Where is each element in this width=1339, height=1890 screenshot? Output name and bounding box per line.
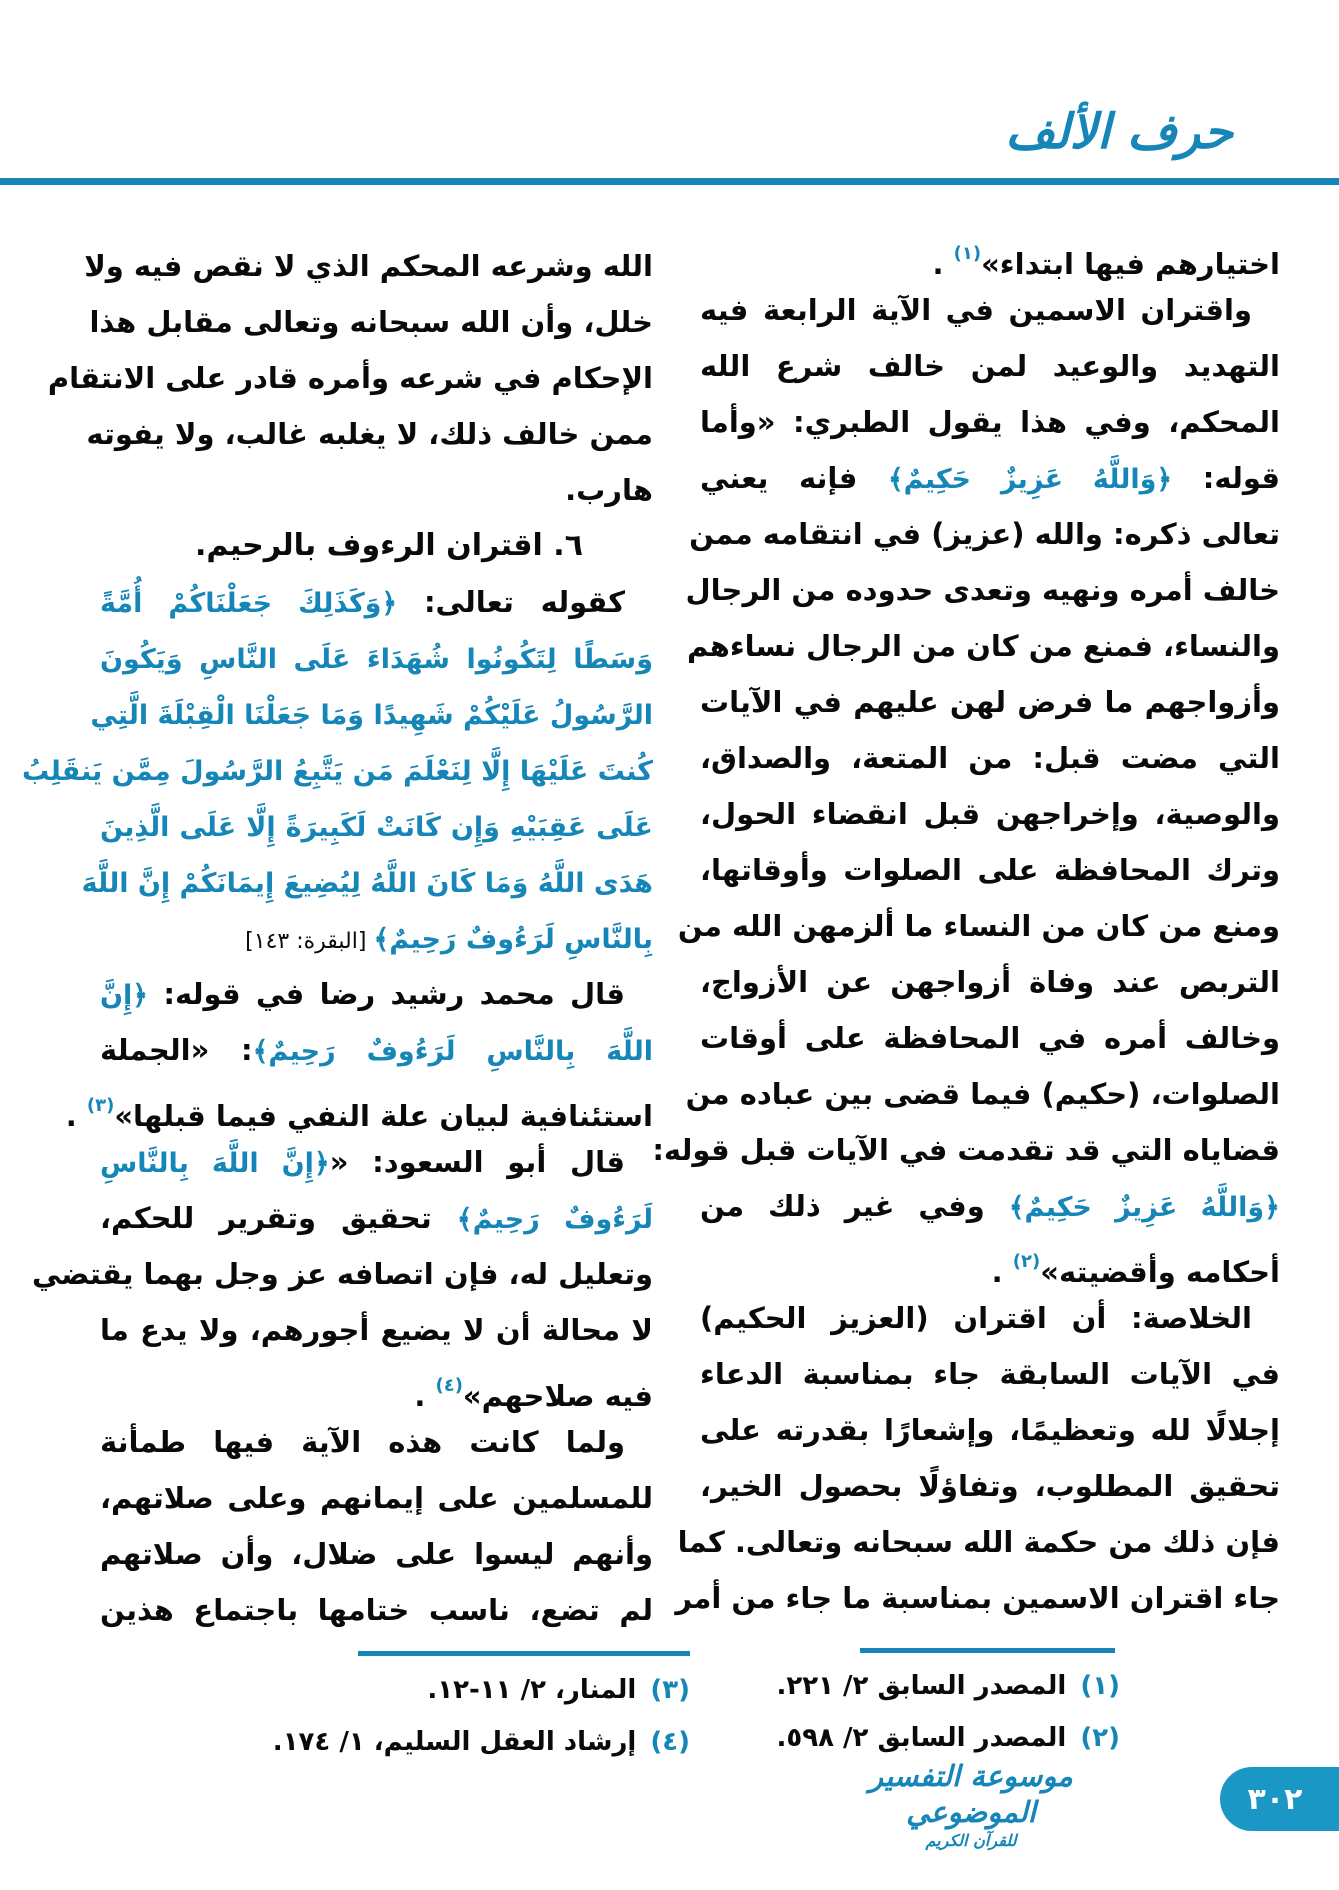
text-line [700,730,1280,786]
body-text: استئنافية لبيان علة النفي فيما قبلها» [114,1099,653,1133]
body-text: لا محالة أن لا يضيع أجورهم، ولا يدع ما [100,1313,653,1347]
text-line [677,898,1280,954]
body-text: والنساء، فمنع من كان من الرجال نساءهم [687,629,1280,663]
body-text: ممن خالف ذلك، لا يغلبه غالب، ولا يفوته [86,417,653,451]
quran-verse: ﴿وَاللَّهُ عَزِيزٌ حَكِيمٌ﴾ [887,464,1173,495]
text-line [700,1178,1280,1234]
text-line [100,1470,653,1526]
text-line [65,1078,653,1134]
text-line [100,910,653,966]
header-rule [0,178,1339,185]
text-line [86,406,653,462]
body-text: اختيارهم فيها ابتداء» [981,247,1280,281]
text-line [700,338,1280,394]
logo-subtitle: للقرآن الكريم [925,1830,1017,1850]
quran-verse: ﴿وَكَذَلِكَ جَعَلْنَاكُمْ أُمَّةً [100,588,398,619]
text-line [700,1234,1280,1290]
chapter-title: حرف الألف [1005,104,1233,160]
quran-verse: وَسَطًا لِتَكُونُوا شُهَدَاءَ عَلَى النَّاسِ وَيَكُونَ [100,644,653,675]
body-text: الصلوات، (حكيم) فيما قضى بين عباده من [685,1077,1280,1111]
body-text: إجلالًا لله وتعظيمًا، وإشعارًا بقدرته على [700,1413,1280,1447]
footnote-marker: (٣) [650,1675,690,1705]
text-line [700,1458,1280,1514]
text-line [31,1246,653,1302]
text-line [700,1290,1280,1346]
text-line [100,1414,653,1470]
text-line [652,1122,1280,1178]
footnote-separator-right [860,1648,1115,1653]
quran-verse: هَدَى اللَّهُ وَمَا كَانَ اللَّهُ لِيُضِيعَ إِيمَانَكُمْ إِنَّ اللَّهَ [81,868,653,899]
verse-reference: [البقرة: ١٤٣] [245,929,374,954]
body-text: تحقيق وتقرير للحكم، [100,1201,457,1235]
footnote-marker: (١) [1080,1671,1120,1701]
body-text: فيه صلاحهم» [462,1379,653,1413]
page-number: ٣٠٢ [1247,1781,1303,1817]
body-text: التي مضت قبل: من المتعة، والصداق، [700,741,1280,775]
body-text: التربص عند وفاة أزواجهن عن الأزواج، [700,965,1280,999]
text-line [84,238,653,294]
text-line [100,1526,653,1582]
footnote-text: المصدر السابق ٢/ ٢٢١. [776,1671,1067,1701]
text-line [700,226,1280,282]
body-text: . [991,1255,1013,1289]
text-line [89,294,653,350]
page-number-badge [1220,1767,1339,1831]
body-text: ولما كانت هذه الآية فيها طمأنة [100,1425,625,1459]
text-line [81,854,653,910]
body-text: في الآيات السابقة جاء بمناسبة الدعاء [700,1357,1280,1391]
text-line [100,1358,653,1414]
text-line [100,1302,653,1358]
text-line [685,562,1280,618]
text-line [100,1134,653,1190]
text-line [675,1570,1280,1626]
body-text: تعالى ذكره: والله (عزيز) في انتقامه ممن [689,517,1280,551]
footnote-ref: (٢) [1012,1251,1041,1272]
quran-verse: اللَّهَ بِالنَّاسِ لَرَءُوفٌ رَحِيمٌ﴾ [252,1036,653,1067]
footnote [776,1660,1120,1712]
text-line [47,350,653,406]
body-text: والوصية، وإخراجهن قبل انقضاء الحول، [700,797,1280,831]
text-line [689,506,1280,562]
text-line [100,798,653,854]
section-heading [100,518,653,574]
text-line [700,842,1280,898]
body-text: . [65,1099,87,1133]
body-text: قال محمد رشيد رضا في قوله: [148,977,625,1011]
column-right [652,226,1280,1626]
text-line [100,966,653,1022]
body-text: . [932,247,954,281]
quran-verse: كُنتَ عَلَيْهَا إِلَّا لِنَعْلَمَ مَن يَتَّبِعُ الرَّسُولَ مِمَّن يَنقَلِبُ [22,756,653,787]
footnote-marker: (٤) [650,1727,690,1757]
quran-verse: عَلَى عَقِبَيْهِ وَإِن كَانَتْ لَكَبِيرَةً إِلَّا عَلَى الَّذِينَ [100,812,653,843]
quran-verse: لَرَءُوفٌ رَحِيمٌ﴾ [456,1204,653,1235]
text-line [700,674,1280,730]
footnote [273,1664,690,1716]
text-line [100,1190,653,1246]
text-line [687,618,1280,674]
footnote-ref: (٤) [435,1375,463,1396]
publisher-logo [852,1758,1090,1851]
body-text: ومنع من كان من النساء ما ألزمهن الله من [677,909,1280,943]
text-line [700,786,1280,842]
text-line [700,1402,1280,1458]
body-text: فإن ذلك من حكمة الله سبحانه وتعالى. كما [677,1525,1280,1559]
body-text: تحقيق المطلوب، وتفاؤلًا بحصول الخير، [700,1469,1280,1503]
body-text: جاء اقتران الاسمين بمناسبة ما جاء من أمر [675,1581,1280,1615]
body-text: وأنهم ليسوا على ضلال، وأن صلاتهم [100,1537,653,1571]
column-left [22,238,653,1638]
text-line [700,450,1280,506]
body-text: وفي غير ذلك من [700,1189,1009,1223]
text-line [677,1514,1280,1570]
body-text: واقتران الاسمين في الآية الرابعة فيه [700,293,1252,327]
text-line [700,1010,1280,1066]
body-text: الإحكام في شرعه وأمره قادر على الانتقام [47,361,653,395]
body-text: الله وشرعه المحكم الذي لا نقص فيه ولا [84,249,653,283]
quran-verse: بِالنَّاسِ لَرَءُوفٌ رَحِيمٌ﴾ [373,924,653,955]
footnote [776,1712,1120,1764]
body-text: للمسلمين على إيمانهم وعلى صلاتهم، [100,1481,653,1515]
footnote-text: المصدر السابق ٢/ ٥٩٨. [776,1723,1067,1753]
body-text: خالف أمره ونهيه وتعدى حدوده من الرجال [685,573,1280,607]
footnote-text: إرشاد العقل السليم، ١/ ١٧٤. [272,1727,637,1757]
footnotes-right [776,1660,1120,1764]
text-line [700,954,1280,1010]
text-line [100,574,653,630]
body-text: : «الجملة [100,1033,253,1067]
body-text: قضاياه التي قد تقدمت في الآيات قبل قوله: [652,1133,1280,1167]
footnote-ref: (٣) [86,1095,115,1116]
quran-verse: الرَّسُولُ عَلَيْكُمْ شَهِيدًا وَمَا جَعَلْنَا الْقِبْلَةَ الَّتِي [90,700,653,731]
footnote-separator-left [358,1651,690,1656]
text-line [700,1346,1280,1402]
body-text: خلل، وأن الله سبحانه وتعالى مقابل هذا [89,305,653,339]
body-text: وترك المحافظة على الصلوات وأوقاتها، [700,853,1280,887]
text-line [685,1066,1280,1122]
body-text: . [414,1379,436,1413]
text-line [90,686,653,742]
body-text: وتعليل له، فإن اتصافه عز وجل بهما يقتضي [31,1257,653,1291]
body-text: ٦. اقتران الرءوف بالرحيم. [194,528,583,563]
footnote-marker: (٢) [1080,1723,1120,1753]
text-line [22,742,653,798]
text-line [700,282,1280,338]
text-line [100,1582,653,1638]
body-text: قال أبو السعود: « [329,1145,625,1179]
quran-verse: ﴿وَاللَّهُ عَزِيزٌ حَكِيمٌ﴾ [1008,1192,1280,1223]
text-line [100,462,653,518]
body-text: الخلاصة: أن اقتران (العزيز الحكيم) [700,1301,1252,1335]
body-text: أحكامه وأقضيته» [1040,1255,1280,1289]
logo-title: موسوعة التفسير الموضوعي [869,1759,1073,1830]
quran-verse: ﴿إِنَّ اللَّهَ بِالنَّاسِ [100,1148,330,1179]
body-text: المحكم، وفي هذا يقول الطبري: «وأما [700,405,1280,439]
body-text: وخالف أمره في المحافظة على أوقات [700,1021,1280,1055]
footnote [273,1716,690,1768]
body-text: هارب. [565,473,653,507]
quran-verse: ﴿إِنَّ [100,980,149,1011]
body-text: فإنه يعني [700,461,888,495]
text-line [100,630,653,686]
body-text: التهديد والوعيد لمن خالف شرع الله [700,349,1280,383]
footnote-ref: (١) [953,243,982,264]
body-text: قوله: [1172,461,1280,495]
body-text: وأزواجهم ما فرض لهن عليهم في الآيات [700,685,1280,719]
body-text: لم تضع، ناسب ختامها باجتماع هذين [100,1593,653,1627]
text-line [100,1022,653,1078]
footnote-text: المنار، ٢/ ١١-١٢. [427,1675,637,1705]
text-line [700,394,1280,450]
body-text: كقوله تعالى: [397,585,625,619]
footnotes-left [273,1664,690,1768]
